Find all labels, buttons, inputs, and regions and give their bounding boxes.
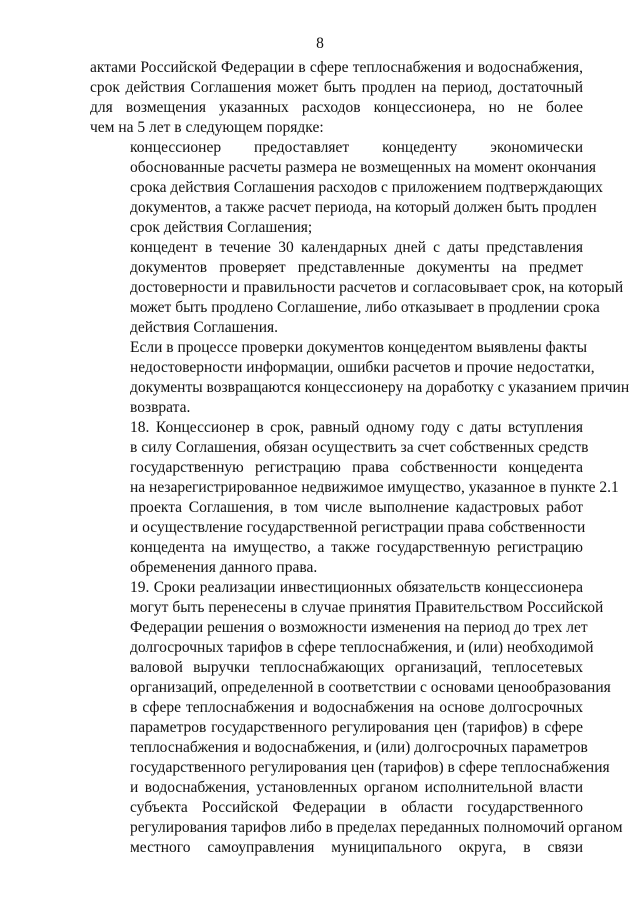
text-line: обоснованные расчеты размера не возмещенных на момент окончания xyxy=(130,159,597,176)
page-number: 8 xyxy=(316,35,324,52)
text-line: в сфере теплоснабжения и водоснабжения на основе долгосрочных xyxy=(130,699,583,716)
text-line: и осуществление государственной регистрации права собственности xyxy=(130,519,586,536)
document-body xyxy=(90,58,630,858)
paragraph xyxy=(90,58,583,138)
text-line: для возмещения указанных расходов концессионера, но не более xyxy=(90,99,583,116)
text-line: Федерации решения о возможности изменения на период до трех лет xyxy=(130,619,588,636)
text-line: документы возвращаются концессионеру на доработку с указанием причин xyxy=(130,379,630,396)
paragraph xyxy=(90,418,619,578)
text-line: достоверности и правильности расчетов и согласовывает срок, на который xyxy=(130,279,624,296)
paragraph xyxy=(90,238,624,338)
text-line: недостоверности информации, ошибки расчетов и прочие недостатки, xyxy=(130,359,595,376)
text-line: чем на 5 лет в следующем порядке: xyxy=(90,119,324,136)
text-line: местного самоуправления муниципального округа, в связи xyxy=(130,839,583,856)
text-line: концедента на имущество, а также государственную регистрацию xyxy=(130,539,583,556)
paragraph xyxy=(90,578,623,858)
text-line: документов, а также расчет периода, на который должен быть продлен xyxy=(130,199,597,216)
text-line: субъекта Российской Федерации в области государственного xyxy=(130,799,583,816)
text-line: 18. Концессионер в срок, равный одному году с даты вступления xyxy=(130,419,583,436)
text-line: возврата. xyxy=(130,399,191,416)
text-line: проекта Соглашения, в том числе выполнение кадастровых работ xyxy=(130,499,583,516)
text-line: государственную регистрацию права собственности концедента xyxy=(130,459,583,476)
text-line: концессионер предоставляет концеденту экономически xyxy=(130,139,583,156)
text-line: 19. Сроки реализации инвестиционных обязательств концессионера xyxy=(130,579,583,596)
text-line: Если в процессе проверки документов концедентом выявлены факты xyxy=(130,339,587,356)
text-line: долгосрочных тарифов в сфере теплоснабжения, и (или) необходимой xyxy=(130,639,594,656)
text-line: может быть продлено Соглашение, либо отказывает в продлении срока xyxy=(130,299,600,316)
text-line: действия Соглашения. xyxy=(130,319,279,336)
text-line: документов проверяет представленные документы на предмет xyxy=(130,259,583,276)
text-line: государственного регулирования цен (тарифов) в сфере теплоснабжения xyxy=(130,759,610,776)
text-line: срока действия Соглашения расходов с приложением подтверждающих xyxy=(130,179,603,196)
text-line: параметров государственного регулирования цен (тарифов) в сфере xyxy=(130,719,583,736)
text-line: валовой выручки теплоснабжающих организаций, теплосетевых xyxy=(130,659,583,676)
text-line: концедент в течение 30 календарных дней с даты представления xyxy=(130,239,583,256)
text-line: срок действия Соглашения; xyxy=(130,219,313,236)
text-line: обременения данного права. xyxy=(130,559,318,576)
text-line: актами Российской Федерации в сфере теплоснабжения и водоснабжения, xyxy=(90,59,583,76)
text-line: могут быть перенесены в случае принятия Правительством Российской xyxy=(130,599,604,616)
text-line: организаций, определенной в соответствии с основами ценообразования xyxy=(130,679,611,696)
text-line: на незарегистрированное недвижимое имущество, указанное в пункте 2.1 xyxy=(130,479,619,496)
paragraph xyxy=(90,338,630,418)
text-line: срок действия Соглашения может быть продлен на период, достаточный xyxy=(90,79,583,96)
paragraph xyxy=(90,138,603,238)
text-line: теплоснабжения и водоснабжения, и (или) долгосрочных параметров xyxy=(130,739,588,756)
text-line: регулирования тарифов либо в пределах переданных полномочий органом xyxy=(130,819,623,836)
text-line: в силу Соглашения, обязан осуществить за счет собственных средств xyxy=(130,439,589,456)
text-line: и водоснабжения, установленных органом исполнительной власти xyxy=(130,779,583,796)
